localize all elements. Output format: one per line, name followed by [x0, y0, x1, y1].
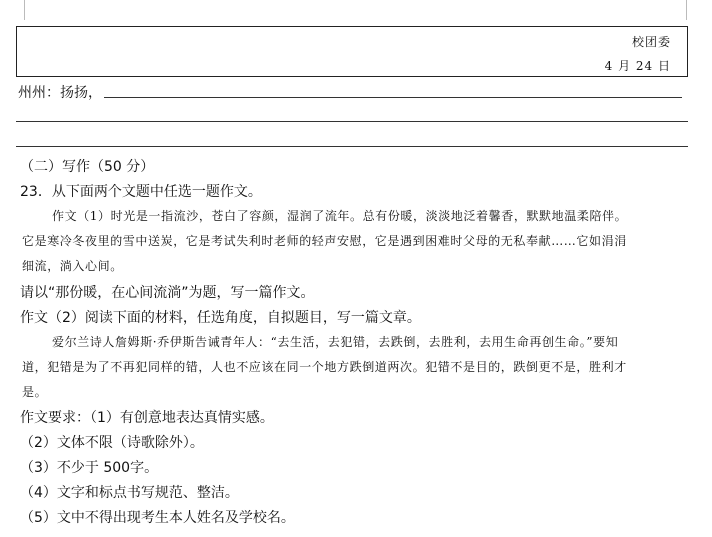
letter-box [16, 26, 688, 77]
page-corner-mark-right [686, 0, 687, 20]
requirement-item: （5）文中不得出现考生本人姓名及学校名。 [20, 510, 295, 526]
topic1-line: 作文（1）时光是一指流沙，苍白了容颜，湿润了流年。总有份暖，淡淡地泛着馨香，默默地温柔陪伴。 [52, 209, 628, 223]
page-corner-mark-left [24, 0, 25, 20]
requirement-item: （2）文体不限（诗歌除外）。 [20, 435, 204, 451]
question-text: 23．从下面两个文题中任选一题作文。 [20, 184, 262, 200]
requirement-item: （3）不少于 500字。 [20, 460, 159, 476]
topic2-line: 爱尔兰诗人詹姆斯·乔伊斯告诫青年人：“去生活，去犯错，去跌倒，去胜利，去用生命再创生命。”要知 [52, 335, 619, 349]
letter-date: 4 月 24 日 [604, 59, 671, 73]
answer-line-2 [16, 121, 688, 122]
topic1-line: 细流，淌入心间。 [22, 259, 123, 273]
topic2-line: 是。 [22, 385, 48, 399]
answer-line-1 [104, 97, 682, 98]
topic1-instruction: 请以“那份暖，在心间流淌”为题，写一篇作文。 [20, 285, 315, 301]
answer-line-3 [16, 146, 688, 147]
topic2-intro: 作文（2）阅读下面的材料，任选角度，自拟题目，写一篇文章。 [20, 310, 421, 326]
requirement-item: 作文要求：（1）有创意地表达真情实感。 [20, 410, 274, 426]
requirement-item: （4）文字和标点书写规范、整洁。 [20, 485, 239, 501]
reply-prompt: 州州：扬扬， [18, 85, 102, 101]
topic1-line: 它是寒冷冬夜里的雪中送炭，它是考试失利时老师的轻声安慰，它是遇到困难时父母的无私奉献……它如涓涓 [22, 234, 627, 248]
topic2-line: 道，犯错是为了不再犯同样的错，人也不应该在同一个地方跌倒道两次。犯错不是目的，跌倒更不是，胜利才 [22, 360, 627, 374]
letter-signature: 校团委 [631, 35, 671, 49]
section-heading: （二）写作（50 分） [20, 159, 155, 175]
